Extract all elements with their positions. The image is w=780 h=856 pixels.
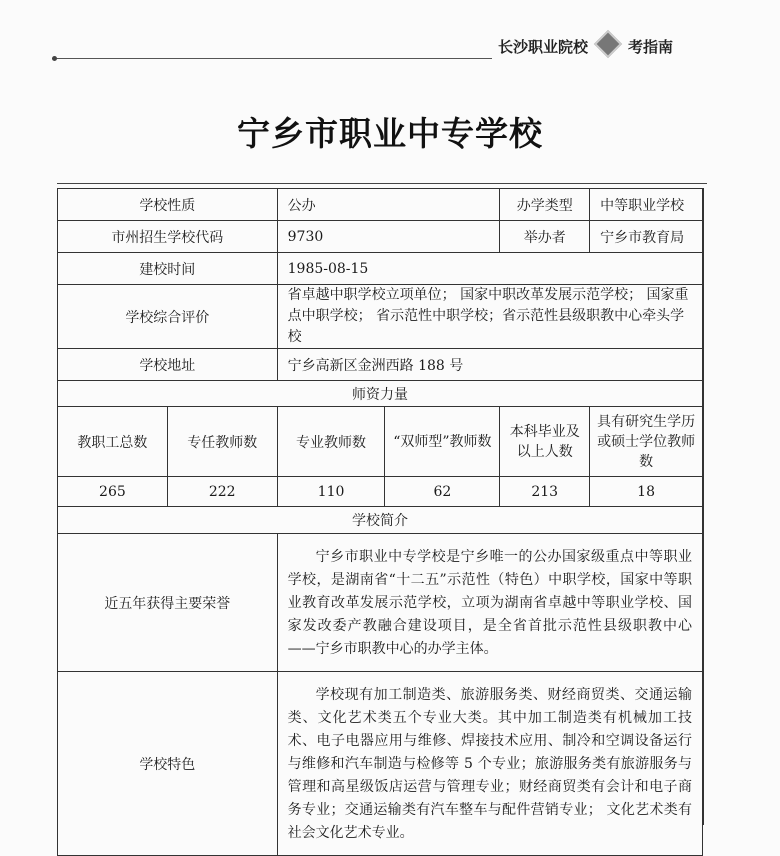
sponsor-label: 举办者 (500, 221, 590, 253)
faculty-value: 62 (385, 477, 500, 507)
faculty-header: 教职工总数 (58, 407, 168, 477)
row-founded (58, 253, 703, 285)
row-nature (58, 189, 703, 221)
faculty-value: 213 (500, 477, 590, 507)
faculty-header: “双师型”教师数 (385, 407, 500, 477)
header-brand-left: 长沙职业院校 (498, 38, 589, 56)
founded-value: 1985-08-15 (277, 253, 702, 285)
type-value: 中等职业学校 (590, 189, 703, 221)
row-honors (58, 534, 703, 672)
founded-label: 建校时间 (58, 253, 278, 285)
faculty-value: 222 (167, 477, 277, 507)
code-value: 9730 (277, 221, 500, 253)
row-evaluation (58, 285, 703, 349)
page-edge-rule (703, 188, 708, 825)
type-label: 办学类型 (500, 189, 590, 221)
page-title: 宁乡市职业中专学校 (237, 114, 543, 153)
faculty-value: 265 (58, 477, 168, 507)
row-address (58, 349, 703, 381)
intro-section-title: 学校简介 (58, 507, 703, 534)
code-label: 市州招生学校代码 (58, 221, 278, 253)
row-intro-title (58, 507, 703, 534)
header-brand-right: 考指南 (628, 38, 674, 56)
faculty-header: 具有研究生学历或硕士学位教师数 (590, 407, 703, 477)
faculty-section-title: 师资力量 (58, 381, 703, 407)
nature-label: 学校性质 (58, 189, 278, 221)
row-faculty-title (58, 381, 703, 407)
row-faculty-values (58, 477, 703, 507)
evaluation-label: 学校综合评价 (58, 285, 278, 349)
row-features (58, 672, 703, 856)
faculty-value: 18 (590, 477, 703, 507)
title-rule (57, 183, 707, 184)
faculty-header: 专任教师数 (167, 407, 277, 477)
honors-label: 近五年获得主要荣誉 (58, 534, 278, 672)
header-rule (52, 58, 492, 59)
faculty-header: 本科毕业及以上人数 (500, 407, 590, 477)
evaluation-value: 省卓越中职学校立项单位； 国家中职改革发展示范学校； 国家重点中职学校； 省示范性中职学校；省示范性县级职教中心牵头学校 (277, 285, 702, 349)
features-text: 学校现有加工制造类、旅游服务类、财经商贸类、交通运输类、文化艺术类五个专业大类。其中加工制造类有机械加工技术、电子电器应用与维修、焊接技术应用、制冷和空调设备运行与维修和汽车制造与检修等 5 个专业；旅游服务类有旅游服务与管理和高星级饭店运营与管理专业；财经商贸类有会计和电子商务专业；交通运输类有汽车整车与配件营销专业； 文化艺术类有社会文化艺术专业。 (277, 672, 702, 856)
row-code (58, 221, 703, 253)
honors-text: 宁乡市职业中专学校是宁乡唯一的公办国家级重点中等职业学校，是湖南省“十二五”示范性（特色）中职学校，国家中等职业教育改革发展示范学校，立项为湖南省卓越中等职业学校、国家发改委产教融合建设项目，是全省首批示范性县级职教中心——宁乡市职教中心的办学主体。 (277, 534, 702, 672)
address-label: 学校地址 (58, 349, 278, 381)
faculty-value: 110 (277, 477, 385, 507)
school-info-table (57, 188, 703, 856)
sponsor-value: 宁乡市教育局 (590, 221, 703, 253)
emblem-icon (594, 30, 622, 58)
faculty-header: 专业教师数 (277, 407, 385, 477)
features-label: 学校特色 (58, 672, 278, 856)
row-faculty-headers (58, 407, 703, 477)
header-brand (498, 34, 673, 57)
address-value: 宁乡高新区金洲西路 188 号 (277, 349, 702, 381)
nature-value: 公办 (277, 189, 500, 221)
